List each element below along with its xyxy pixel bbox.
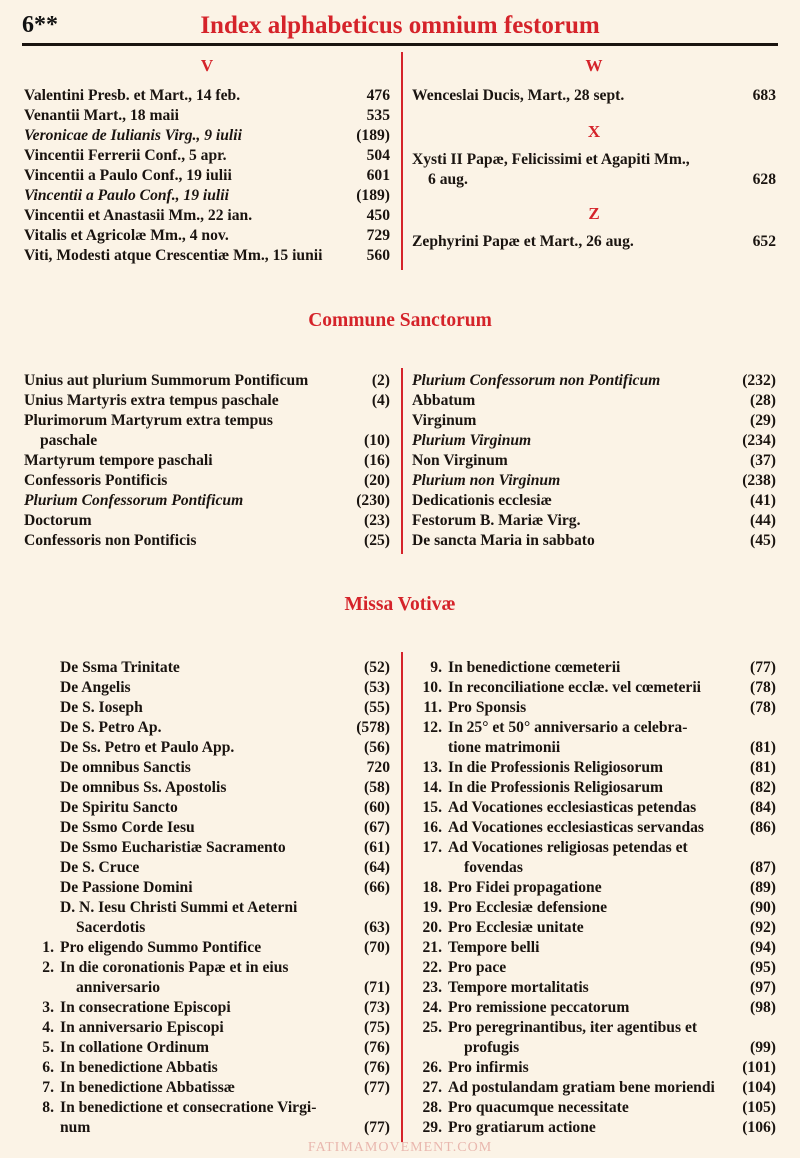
entry-title: anniversario — [76, 979, 161, 996]
entry-title: De Ssmo Corde Iesu — [60, 819, 195, 836]
letter-heading-x: X — [587, 122, 601, 141]
entry-title: In die Professionis Religiosarum — [448, 779, 664, 796]
index-entry — [24, 146, 390, 166]
entry-page: (28) — [750, 392, 776, 409]
entry-page: (20) — [364, 472, 390, 489]
index-entry — [24, 246, 390, 266]
entry-title: Virginum — [412, 412, 477, 429]
index-entry — [412, 778, 776, 798]
entry-title: Pro Ecclesiæ defensione — [448, 899, 608, 916]
index-entry — [412, 718, 776, 738]
index-entry — [24, 206, 390, 226]
entry-number: 13. — [422, 759, 442, 776]
entry-page: (77) — [364, 1119, 390, 1136]
section-title-votivae: Missa Votivæ — [344, 594, 456, 615]
index-entry — [412, 898, 776, 918]
entry-title: Xysti II Papæ, Felicissimi et Agapiti Mm., — [412, 151, 690, 168]
entry-title: De omnibus Ss. Apostolis — [60, 779, 227, 796]
index-entry — [412, 798, 776, 818]
index-entry — [24, 531, 390, 551]
index-entry — [24, 491, 390, 511]
index-entry — [412, 391, 776, 411]
index-entry — [412, 958, 776, 978]
entry-number: 3. — [42, 999, 54, 1016]
entry-page: (82) — [750, 779, 776, 796]
entry-title: In collatione Ordinum — [60, 1039, 210, 1056]
entry-number: 6. — [42, 1059, 54, 1076]
entry-page: (41) — [750, 492, 776, 509]
entry-page: (76) — [364, 1039, 390, 1056]
index-entry — [412, 658, 776, 678]
index-entry — [24, 1038, 390, 1058]
index-entry — [24, 1018, 390, 1038]
entry-number: 25. — [422, 1019, 442, 1036]
entry-number: 9. — [430, 659, 442, 676]
entry-title: In consecratione Episcopi — [60, 999, 231, 1016]
column-divider-commune — [401, 368, 403, 554]
entry-page: (97) — [750, 979, 776, 996]
entry-title: In reconciliatione ecclæ. vel cœmeterii — [448, 679, 702, 696]
entry-title: Vincentii a Paulo Conf., 19 iulii — [24, 167, 232, 184]
index-entry — [24, 678, 390, 698]
index-entry — [24, 778, 390, 798]
index-entry — [24, 411, 390, 431]
entry-page: 450 — [366, 207, 390, 224]
entry-title: Abbatum — [412, 392, 476, 409]
entry-title: Venantii Mart., 18 maii — [24, 107, 179, 124]
entry-number: 17. — [422, 839, 442, 856]
entry-page: (61) — [364, 839, 390, 856]
entry-title: profugis — [464, 1039, 520, 1056]
entry-number: 23. — [422, 979, 442, 996]
entry-page: (2) — [371, 372, 390, 389]
entry-page: (76) — [364, 1059, 390, 1076]
entry-title: fovendas — [464, 859, 523, 876]
letter-heading-v: V — [200, 56, 214, 75]
entry-page: 476 — [366, 87, 390, 104]
entry-page: 729 — [366, 227, 390, 244]
entry-title: Viti, Modesti atque Crescentiæ Mm., 15 iunii — [24, 247, 323, 264]
index-entry — [412, 170, 776, 190]
entry-title: De sancta Maria in sabbato — [412, 532, 595, 549]
index-entry — [24, 898, 390, 918]
index-entry — [412, 411, 776, 431]
index-entry — [24, 658, 390, 678]
entry-title: Doctorum — [24, 512, 92, 529]
entry-title: De omnibus Sanctis — [60, 759, 191, 776]
entry-page — [384, 411, 390, 431]
entry-page: 720 — [366, 759, 390, 776]
entry-page: (92) — [750, 919, 776, 936]
index-entry — [24, 186, 390, 206]
index-entry — [412, 471, 776, 491]
index-entry — [412, 451, 776, 471]
entry-page: (189) — [356, 127, 390, 144]
entry-page: (64) — [364, 859, 390, 876]
entry-page: (87) — [750, 859, 776, 876]
index-entry — [412, 86, 776, 106]
entry-page: (75) — [364, 1019, 390, 1036]
letter-heading-z: Z — [588, 204, 600, 223]
entry-title: Unius aut plurium Summorum Pontificum — [24, 372, 309, 389]
entry-title: Vincentii a Paulo Conf., 19 iulii — [24, 187, 229, 204]
commune-left-list — [24, 371, 390, 551]
entry-title: Plurium Confessorum Pontificum — [24, 492, 244, 509]
index-entry — [412, 531, 776, 551]
entry-page: (189) — [356, 187, 390, 204]
page-title: Index alphabeticus omnium festorum — [200, 12, 600, 39]
entry-title: Non Virginum — [412, 452, 508, 469]
entry-title: De Ssma Trinitate — [60, 659, 180, 676]
index-entry — [24, 838, 390, 858]
entry-title: In benedictione et consecratione Virgi- — [60, 1099, 317, 1116]
entry-page: (23) — [364, 512, 390, 529]
festa-left-column — [24, 56, 390, 266]
entry-title: Ad Vocationes ecclesiasticas petendas — [448, 799, 697, 816]
entry-page: (10) — [364, 432, 390, 449]
entry-title: 6 aug. — [428, 171, 468, 188]
index-entry — [412, 1118, 776, 1138]
entry-page: (56) — [364, 739, 390, 756]
entry-title: In benedictione Abbatissæ — [60, 1079, 236, 1096]
entry-title: tione matrimonii — [448, 739, 561, 756]
entry-page: 601 — [366, 167, 390, 184]
entry-title: Tempore belli — [448, 939, 540, 956]
index-entry — [24, 798, 390, 818]
entry-page: (44) — [750, 512, 776, 529]
entry-title: Plurium Confessorum non Pontificum — [412, 372, 661, 389]
entry-page: (60) — [364, 799, 390, 816]
entry-page — [770, 838, 776, 858]
festa-right-column — [412, 56, 776, 252]
entry-number: 26. — [422, 1059, 442, 1076]
entry-number: 5. — [42, 1039, 54, 1056]
entry-number: 7. — [42, 1079, 54, 1096]
index-entry — [412, 1038, 776, 1058]
entry-title: Pro quacumque necessitate — [448, 1099, 629, 1116]
entry-number: 20. — [422, 919, 442, 936]
index-entry — [24, 998, 390, 1018]
index-entry — [412, 838, 776, 858]
entry-page: (230) — [356, 492, 390, 509]
index-entry — [24, 166, 390, 186]
entry-page: (73) — [364, 999, 390, 1016]
entry-title: Ad Vocationes ecclesiasticas servandas — [448, 819, 704, 836]
entry-number: 12. — [422, 719, 442, 736]
entry-page: (94) — [750, 939, 776, 956]
index-entry — [412, 858, 776, 878]
entry-number: 24. — [422, 999, 442, 1016]
votivae-right-list — [412, 658, 776, 1138]
entry-number: 1. — [42, 939, 54, 956]
entry-number: 29. — [422, 1119, 442, 1136]
entry-title: In die Professionis Religiosorum — [448, 759, 664, 776]
entry-title: Vincentii et Anastasii Mm., 22 ian. — [24, 207, 253, 224]
index-entry — [24, 1078, 390, 1098]
entry-page: (86) — [750, 819, 776, 836]
index-entry — [24, 511, 390, 531]
entry-title: In 25° et 50° anniversario a celebra- — [448, 719, 688, 736]
entry-page: (29) — [750, 412, 776, 429]
entry-title: Wenceslai Ducis, Mart., 28 sept. — [412, 87, 625, 104]
index-entry — [24, 818, 390, 838]
page-header — [0, 0, 800, 46]
entry-page: (45) — [750, 532, 776, 549]
entry-page — [384, 898, 390, 918]
index-entry — [24, 471, 390, 491]
entry-number: 22. — [422, 959, 442, 976]
index-entry — [412, 818, 776, 838]
entry-page: (71) — [364, 979, 390, 996]
entry-page: (105) — [742, 1099, 776, 1116]
index-entry — [412, 918, 776, 938]
index-entry — [24, 698, 390, 718]
entry-title: Pro gratiarum actione — [448, 1119, 596, 1136]
entry-title: De Ssmo Eucharistiæ Sacramento — [60, 839, 286, 856]
votivae-left-list — [24, 658, 390, 1138]
entry-title: Plurium Virginum — [412, 432, 532, 449]
entry-number: 11. — [423, 699, 442, 716]
index-entry — [24, 1118, 390, 1138]
letter-heading-w: W — [585, 56, 603, 75]
entry-page — [384, 1098, 390, 1118]
entry-title: paschale — [40, 432, 98, 449]
index-entry — [24, 106, 390, 126]
entry-number: 19. — [422, 899, 442, 916]
entry-page: (4) — [371, 392, 390, 409]
index-entry — [24, 938, 390, 958]
entry-title: Pro remissione peccatorum — [448, 999, 630, 1016]
entry-page: (52) — [364, 659, 390, 676]
index-entry — [412, 1098, 776, 1118]
entry-number: 21. — [422, 939, 442, 956]
index-entry — [412, 938, 776, 958]
index-entry — [412, 878, 776, 898]
entry-title: De S. Petro Ap. — [60, 719, 162, 736]
entry-title: Vitalis et Agricolæ Mm., 4 nov. — [24, 227, 229, 244]
entry-title: Plurimorum Martyrum extra tempus — [24, 412, 274, 429]
festa-left-list — [24, 86, 390, 266]
entry-page: 652 — [752, 233, 776, 250]
header-rule — [22, 43, 778, 46]
entry-title: Pro eligendo Summo Pontifice — [60, 939, 262, 956]
entry-title: Pro pace — [448, 959, 507, 976]
entry-title: In benedictione cœmeterii — [448, 659, 621, 676]
index-entry — [24, 391, 390, 411]
entry-number: 10. — [422, 679, 442, 696]
index-entry — [24, 451, 390, 471]
entry-page: (98) — [750, 999, 776, 1016]
entry-title: Pro Ecclesiæ unitate — [448, 919, 584, 936]
entry-number: 16. — [422, 819, 442, 836]
entry-page: 628 — [752, 171, 776, 188]
entry-page — [384, 958, 390, 978]
entry-page: (104) — [742, 1079, 776, 1096]
entry-title: Ad postulandam gratiam bene moriendi — [448, 1079, 715, 1096]
index-entry — [24, 431, 390, 451]
index-entry — [24, 126, 390, 146]
entry-number: 2. — [42, 959, 54, 976]
entry-title: Dedicationis ecclesiæ — [412, 492, 552, 509]
index-entry — [24, 1058, 390, 1078]
entry-page: (77) — [750, 659, 776, 676]
entry-title: Unius Martyris extra tempus paschale — [24, 392, 279, 409]
entry-page: (63) — [364, 919, 390, 936]
index-entry — [24, 738, 390, 758]
entry-title: Zephyrini Papæ et Mart., 26 aug. — [412, 233, 634, 250]
index-entry — [412, 1058, 776, 1078]
entry-page: (81) — [750, 759, 776, 776]
entry-title: Ad Vocationes religiosas petendas et — [448, 839, 688, 856]
entry-page: (66) — [364, 879, 390, 896]
entry-page: (77) — [364, 1079, 390, 1096]
entry-page: (84) — [750, 799, 776, 816]
entry-page: (90) — [750, 899, 776, 916]
index-entry — [412, 1078, 776, 1098]
index-entry — [24, 86, 390, 106]
column-divider-festa — [401, 52, 403, 270]
index-entry — [24, 371, 390, 391]
entry-page: (81) — [750, 739, 776, 756]
index-entry — [412, 491, 776, 511]
entry-page: 683 — [752, 87, 776, 104]
index-entry — [412, 698, 776, 718]
entry-page: (89) — [750, 879, 776, 896]
entry-title: Festorum B. Mariæ Virg. — [412, 512, 581, 529]
entry-page: (53) — [364, 679, 390, 696]
entry-title: Valentini Presb. et Mart., 14 feb. — [24, 87, 241, 104]
index-entry — [24, 226, 390, 246]
entry-page: (25) — [364, 532, 390, 549]
entry-title: Pro Fidei propagatione — [448, 879, 602, 896]
entry-page — [770, 1018, 776, 1038]
index-entry — [24, 878, 390, 898]
index-entry — [412, 150, 776, 170]
entry-page: (37) — [750, 452, 776, 469]
entry-title: De S. Ioseph — [60, 699, 143, 716]
entry-number: 14. — [422, 779, 442, 796]
entry-title: In anniversario Episcopi — [60, 1019, 224, 1036]
entry-page: (70) — [364, 939, 390, 956]
entry-title: Pro peregrinantibus, iter agentibus et — [448, 1019, 698, 1036]
entry-number: 18. — [422, 879, 442, 896]
page-number: 6** — [22, 12, 58, 38]
entry-page: (578) — [356, 719, 390, 736]
entry-page: (238) — [742, 472, 776, 489]
index-entry — [412, 371, 776, 391]
entry-page: (101) — [742, 1059, 776, 1076]
entry-page: (232) — [742, 372, 776, 389]
entry-title: De Angelis — [60, 679, 131, 696]
index-entry — [412, 678, 776, 698]
entry-number: 27. — [422, 1079, 442, 1096]
index-entry — [412, 232, 776, 252]
entry-title: D. N. Iesu Christi Summi et Aeterni — [60, 899, 298, 916]
entry-title: In die coronationis Papæ et in eius — [60, 959, 289, 976]
index-entry — [24, 718, 390, 738]
index-entry — [24, 1098, 390, 1118]
entry-title: Confessoris Pontificis — [24, 472, 168, 489]
index-entry — [412, 758, 776, 778]
entry-page: (58) — [364, 779, 390, 796]
entry-title: Pro infirmis — [448, 1059, 529, 1076]
entry-number: 15. — [422, 799, 442, 816]
commune-right-list — [412, 371, 776, 551]
entry-page: (234) — [742, 432, 776, 449]
entry-title: Veronicae de Iulianis Virg., 9 iulii — [24, 127, 242, 144]
index-entry — [24, 918, 390, 938]
entry-page: (78) — [750, 679, 776, 696]
entry-page: (78) — [750, 699, 776, 716]
entry-page: (106) — [742, 1119, 776, 1136]
entry-title: De Spiritu Sancto — [60, 799, 178, 816]
entry-page: 560 — [366, 247, 390, 264]
section-title-commune: Commune Sanctorum — [308, 310, 492, 331]
entry-title: Confessoris non Pontificis — [24, 532, 197, 549]
entry-title: De Ss. Petro et Paulo App. — [60, 739, 235, 756]
watermark: FATIMAMOVEMENT.COM — [307, 1140, 493, 1155]
entry-page: (67) — [364, 819, 390, 836]
entry-number: 8. — [42, 1099, 54, 1116]
entry-title: De Passione Domini — [60, 879, 193, 896]
entry-title: Martyrum tempore paschali — [24, 452, 213, 469]
entry-title: num — [60, 1119, 91, 1136]
index-entry — [412, 511, 776, 531]
column-divider-votivae — [401, 652, 403, 1142]
entry-page: (16) — [364, 452, 390, 469]
entry-title: Plurium non Virginum — [412, 472, 561, 489]
index-entry — [412, 998, 776, 1018]
index-entry — [24, 858, 390, 878]
index-entry — [24, 978, 390, 998]
entry-title: Tempore mortalitatis — [448, 979, 589, 996]
entry-page: (55) — [364, 699, 390, 716]
index-entry — [412, 431, 776, 451]
index-entry — [412, 978, 776, 998]
entry-title: Pro Sponsis — [448, 699, 527, 716]
entry-page: 504 — [366, 147, 390, 164]
index-entry — [24, 758, 390, 778]
entry-title: In benedictione Abbatis — [60, 1059, 218, 1076]
entry-page — [770, 718, 776, 738]
entry-number: 4. — [42, 1019, 54, 1036]
entry-title: Sacerdotis — [76, 919, 146, 936]
index-entry — [412, 1018, 776, 1038]
index-entry — [412, 738, 776, 758]
index-entry — [24, 958, 390, 978]
entry-page: (99) — [750, 1039, 776, 1056]
entry-number: 28. — [422, 1099, 442, 1116]
entry-title: Vincentii Ferrerii Conf., 5 apr. — [24, 147, 227, 164]
entry-title: De S. Cruce — [60, 859, 140, 876]
entry-page: 535 — [366, 107, 390, 124]
entry-page: (95) — [750, 959, 776, 976]
